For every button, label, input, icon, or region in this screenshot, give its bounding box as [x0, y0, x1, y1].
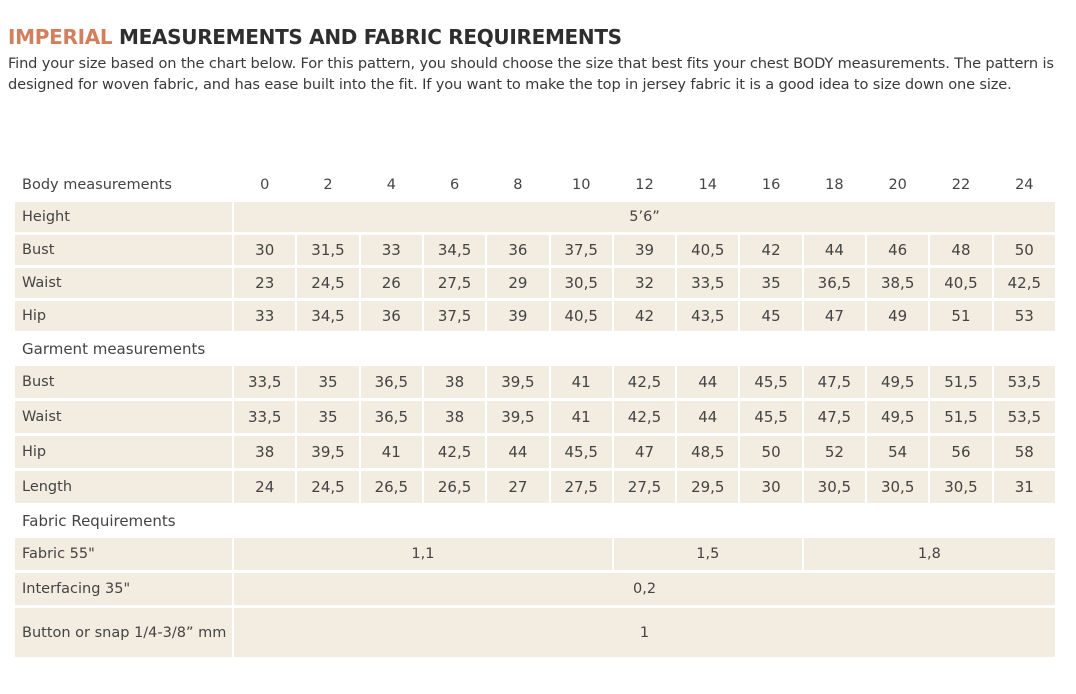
- size-header: 10: [571, 177, 591, 193]
- table-row: [15, 538, 1055, 570]
- table-cell: 39: [487, 301, 548, 331]
- table-cell: 50: [740, 436, 801, 468]
- table-cell: 39,5: [297, 436, 358, 468]
- table-cell: 48,5: [677, 436, 738, 468]
- interfacing-amount: 0,2: [234, 573, 1055, 605]
- table-cell: 50: [994, 235, 1055, 265]
- section-header-row: [15, 334, 1055, 363]
- table-row: [15, 366, 1055, 398]
- table-cell: 53,5: [994, 401, 1055, 433]
- table-cell: 44: [677, 366, 738, 398]
- table-cell: 47,5: [804, 401, 865, 433]
- table-cell: 53: [994, 301, 1055, 331]
- table-cell: 40,5: [677, 235, 738, 265]
- table-cell: 30: [740, 471, 801, 503]
- button-count: 1: [234, 608, 1055, 657]
- table-cell: 41: [361, 436, 422, 468]
- row-label: Hip: [15, 436, 232, 468]
- size-header: 24: [1015, 177, 1034, 193]
- body-measurements-header: Body measurements: [22, 177, 172, 193]
- table-cell: 27: [487, 471, 548, 503]
- table-cell: 31,5: [297, 235, 358, 265]
- table-cell: 42,5: [424, 436, 485, 468]
- table-cell: 27,5: [424, 268, 485, 298]
- size-header: 0: [260, 177, 270, 193]
- size-header: 16: [761, 177, 781, 193]
- fabric-amount-sizes-0-10: 1,1: [234, 538, 612, 570]
- table-row: [15, 573, 1055, 605]
- section-header-row: [15, 506, 1055, 535]
- table-cell: 39,5: [487, 401, 548, 433]
- table-cell: 42,5: [614, 401, 675, 433]
- table-cell: 33,5: [234, 366, 295, 398]
- table-cell: 49,5: [867, 366, 928, 398]
- table-cell: 39: [614, 235, 675, 265]
- table-cell: 35: [297, 401, 358, 433]
- size-header: 14: [698, 177, 718, 193]
- table-cell: 44: [804, 235, 865, 265]
- row-label: Bust: [15, 235, 232, 265]
- table-row: [15, 471, 1055, 503]
- table-cell: 29: [487, 268, 548, 298]
- table-cell: 58: [994, 436, 1055, 468]
- table-cell: 31: [994, 471, 1055, 503]
- size-chart-table: [13, 168, 1057, 660]
- table-cell: 56: [930, 436, 991, 468]
- table-row: [15, 301, 1055, 331]
- table-cell: 36,5: [804, 268, 865, 298]
- table-cell: 45: [740, 301, 801, 331]
- size-header: 4: [386, 177, 396, 193]
- title-accent: IMPERIAL: [8, 25, 113, 49]
- table-cell: 47: [804, 301, 865, 331]
- table-cell: 35: [740, 268, 801, 298]
- table-cell: 26: [361, 268, 422, 298]
- table-cell: 38,5: [867, 268, 928, 298]
- table-cell: 38: [424, 401, 485, 433]
- table-cell: 40,5: [551, 301, 612, 331]
- row-label: Length: [15, 471, 232, 503]
- table-cell: 26,5: [361, 471, 422, 503]
- table-cell: 36: [487, 235, 548, 265]
- table-cell: 51: [930, 301, 991, 331]
- table-cell: 47,5: [804, 366, 865, 398]
- table-cell: 33: [361, 235, 422, 265]
- size-header: 22: [951, 177, 971, 193]
- table-cell: 45,5: [740, 401, 801, 433]
- table-cell: 24,5: [297, 471, 358, 503]
- size-header: 20: [888, 177, 907, 193]
- fabric-amount-sizes-12-16: 1,5: [614, 538, 802, 570]
- size-header: 6: [449, 177, 460, 193]
- table-cell: 32: [614, 268, 675, 298]
- garment-measurements-header: Garment measurements: [22, 339, 206, 358]
- fabric-requirements-header: Fabric Requirements: [22, 511, 176, 530]
- table-cell: 41: [551, 401, 612, 433]
- table-cell: 35: [297, 366, 358, 398]
- row-label: Height: [15, 202, 232, 232]
- table-cell: 30: [234, 235, 295, 265]
- size-header-row: [15, 171, 1055, 199]
- table-row: [15, 235, 1055, 265]
- table-cell: 54: [867, 436, 928, 468]
- table-cell: 38: [234, 436, 295, 468]
- table-cell: 36: [361, 301, 422, 331]
- table-cell: 51,5: [930, 366, 991, 398]
- size-header: 8: [513, 177, 523, 193]
- table-cell: 42,5: [614, 366, 675, 398]
- table-row: [15, 608, 1055, 657]
- table-cell: 43,5: [677, 301, 738, 331]
- table-cell: 30,5: [867, 471, 928, 503]
- table-row: [15, 268, 1055, 298]
- size-header: 18: [825, 177, 844, 193]
- table-cell: 27,5: [551, 471, 612, 503]
- size-header: 12: [635, 177, 654, 193]
- table-cell: 33,5: [234, 401, 295, 433]
- table-cell: 27,5: [614, 471, 675, 503]
- table-cell: 49: [867, 301, 928, 331]
- table-cell: 49,5: [867, 401, 928, 433]
- table-cell: 30,5: [804, 471, 865, 503]
- size-header: 2: [323, 177, 333, 193]
- table-cell: 24,5: [297, 268, 358, 298]
- table-cell: 33,5: [677, 268, 738, 298]
- table-cell: 53,5: [994, 366, 1055, 398]
- height-value: 5’6”: [234, 202, 1055, 232]
- table-cell: 37,5: [551, 235, 612, 265]
- table-cell: 40,5: [930, 268, 991, 298]
- row-label: Bust: [15, 366, 232, 398]
- table-cell: 42,5: [994, 268, 1055, 298]
- table-cell: 37,5: [424, 301, 485, 331]
- table-cell: 42: [614, 301, 675, 331]
- row-label: Button or snap 1/4-3/8” mm: [15, 608, 232, 657]
- row-label: Waist: [15, 401, 232, 433]
- table-cell: 24: [234, 471, 295, 503]
- table-cell: 46: [867, 235, 928, 265]
- table-cell: 38: [424, 366, 485, 398]
- table-cell: 36,5: [361, 401, 422, 433]
- table-cell: 34,5: [424, 235, 485, 265]
- table-cell: 44: [677, 401, 738, 433]
- table-cell: 45,5: [740, 366, 801, 398]
- table-cell: 48: [930, 235, 991, 265]
- intro-text: Find your size based on the chart below. For this pattern, you should choose the size that best fits your chest BODY measurements. The pattern is designed for woven fabric, and has ease built into the fit. If you want to make the top in jersey fabric it is a good idea to size down one size.: [8, 55, 1054, 93]
- table-cell: 44: [487, 436, 548, 468]
- table-cell: 23: [234, 268, 295, 298]
- table-cell: 39,5: [487, 366, 548, 398]
- row-label: Waist: [15, 268, 232, 298]
- table-cell: 34,5: [297, 301, 358, 331]
- table-cell: 36,5: [361, 366, 422, 398]
- table-row: [15, 202, 1055, 232]
- table-row: [15, 436, 1055, 468]
- table-cell: 41: [551, 366, 612, 398]
- title-rest: MEASUREMENTS AND FABRIC REQUIREMENTS: [119, 25, 622, 49]
- table-cell: 30,5: [930, 471, 991, 503]
- row-label: Interfacing 35": [15, 573, 232, 605]
- table-cell: 47: [614, 436, 675, 468]
- table-cell: 42: [740, 235, 801, 265]
- table-cell: 26,5: [424, 471, 485, 503]
- table-cell: 45,5: [551, 436, 612, 468]
- fabric-amount-sizes-18-24: 1,8: [804, 538, 1055, 570]
- table-cell: 51,5: [930, 401, 991, 433]
- table-cell: 30,5: [551, 268, 612, 298]
- page-title: [8, 25, 622, 49]
- table-cell: 33: [234, 301, 295, 331]
- table-cell: 29,5: [677, 471, 738, 503]
- row-label: Hip: [15, 301, 232, 331]
- table-cell: 52: [804, 436, 865, 468]
- table-row: [15, 401, 1055, 433]
- row-label: Fabric 55": [15, 538, 232, 570]
